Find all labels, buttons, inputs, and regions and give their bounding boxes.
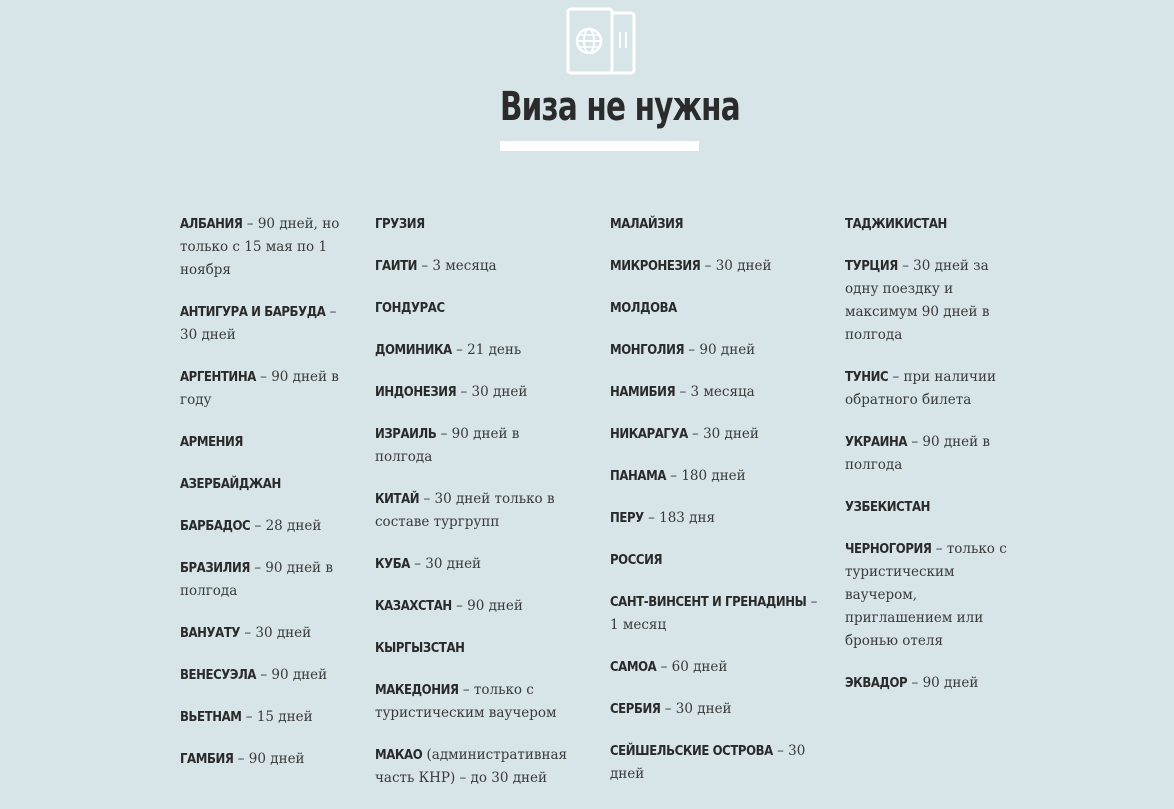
country-entry xyxy=(610,213,820,236)
stay-condition: – 90 дней xyxy=(256,667,328,683)
country-name: ВЕНЕСУЭЛА xyxy=(180,668,257,683)
country-entry xyxy=(180,664,340,687)
country-entry xyxy=(845,496,1020,519)
stay-condition: – 90 дней xyxy=(907,675,979,691)
stay-condition: – 90 дней в полгода xyxy=(180,560,333,599)
country-entry xyxy=(375,553,575,576)
country-name: САМОА xyxy=(610,660,657,675)
country-entry xyxy=(845,538,1020,653)
page-title: Виза не нужна xyxy=(500,84,740,130)
country-name: МАЛАЙЗИЯ xyxy=(610,217,684,232)
stay-condition: – 90 дней xyxy=(233,751,305,767)
stay-condition: – 60 дней xyxy=(656,659,728,675)
country-name: МОНГОЛИЯ xyxy=(610,343,685,358)
stay-condition: – 90 дней в году xyxy=(180,369,339,408)
stay-condition: – 3 месяца xyxy=(417,258,497,274)
stay-condition: – 30 дней xyxy=(456,384,528,400)
stay-condition: – при наличии обратного билета xyxy=(845,369,996,408)
country-name: БРАЗИЛИЯ xyxy=(180,561,250,576)
country-entry xyxy=(375,488,575,534)
stay-condition: (административная часть КНР) – до 30 дней xyxy=(375,747,568,786)
country-name: ЭКВАДОР xyxy=(845,676,908,691)
country-entry xyxy=(845,366,1020,412)
country-entry xyxy=(610,507,820,530)
country-entry xyxy=(610,423,820,446)
country-name: ГРУЗИЯ xyxy=(375,217,425,232)
country-name: СЕРБИЯ xyxy=(610,702,661,717)
country-entry xyxy=(375,744,575,790)
country-entry xyxy=(375,213,575,236)
stay-condition: – 1 месяц xyxy=(610,594,818,633)
country-entry xyxy=(845,255,1020,347)
passport-icon xyxy=(564,6,638,76)
country-entry xyxy=(610,549,820,572)
stay-condition: – только с туристическим ваучером, приглашением или бронью отеля xyxy=(845,541,1007,649)
stay-condition: – 90 дней, но только с 15 мая по 1 ноября xyxy=(180,216,340,278)
country-entry xyxy=(375,297,575,320)
country-name: ТУНИС xyxy=(845,370,889,385)
stay-condition: – 30 дней xyxy=(180,304,337,343)
country-name: САНТ-ВИНСЕНТ И ГРЕНАДИНЫ xyxy=(610,595,807,610)
country-name: КУБА xyxy=(375,557,410,572)
country-entry xyxy=(180,301,340,347)
country-name: ВАНУАТУ xyxy=(180,626,241,641)
country-name: МАКАО xyxy=(375,748,423,763)
country-name: ВЬЕТНАМ xyxy=(180,710,242,725)
country-entry xyxy=(180,366,340,412)
country-name: НИКАРАГУА xyxy=(610,427,688,442)
stay-condition: – 15 дней xyxy=(241,709,313,725)
stay-condition: – 30 дней xyxy=(409,556,482,572)
country-entry xyxy=(375,679,575,725)
stay-condition: – 30 дней xyxy=(240,625,312,641)
country-name: УЗБЕКИСТАН xyxy=(845,500,930,515)
country-name: УКРАИНА xyxy=(845,435,908,450)
country-entry xyxy=(610,297,820,320)
stay-condition: – 3 месяца xyxy=(675,384,755,400)
country-name: АЗЕРБАЙДЖАН xyxy=(180,477,281,492)
stay-condition: – 90 дней xyxy=(684,342,756,358)
country-name: ГАИТИ xyxy=(375,259,418,274)
country-entry xyxy=(610,698,820,721)
country-name: ГОНДУРАС xyxy=(375,301,445,316)
country-entry xyxy=(845,672,1020,695)
country-entry xyxy=(375,381,575,404)
country-entry xyxy=(375,255,575,278)
country-column-1 xyxy=(180,213,340,790)
stay-condition: – 21 день xyxy=(451,342,522,358)
country-name: АРМЕНИЯ xyxy=(180,435,244,450)
country-name: АНТИГУРА И БАРБУДА xyxy=(180,305,326,320)
country-entry xyxy=(180,431,340,454)
stay-condition: – 183 дня xyxy=(643,510,715,526)
country-entry xyxy=(375,423,575,469)
country-name: ПЕРУ xyxy=(610,511,644,526)
country-entry xyxy=(610,591,820,637)
stay-condition: – 30 дней только в составе тургрупп xyxy=(375,491,555,530)
stay-condition: – 30 дней за одну поездку и максимум 90 дней в полгода xyxy=(845,258,990,343)
stay-condition: – только с туристическим ваучером xyxy=(375,682,557,721)
country-name: КАЗАХСТАН xyxy=(375,599,452,614)
country-name: КЫРГЫЗСТАН xyxy=(375,641,465,656)
country-name: ЧЕРНОГОРИЯ xyxy=(845,542,932,557)
country-name: КИТАЙ xyxy=(375,492,420,507)
country-entry xyxy=(845,213,1020,236)
country-entry xyxy=(610,255,820,278)
country-entry xyxy=(610,656,820,679)
country-name: ТУРЦИЯ xyxy=(845,259,898,274)
country-name: ГАМБИЯ xyxy=(180,752,234,767)
country-column-4 xyxy=(845,213,1020,714)
country-name: ДОМИНИКА xyxy=(375,343,452,358)
country-name: ПАНАМА xyxy=(610,469,666,484)
country-name: МОЛДОВА xyxy=(610,301,677,316)
country-name: РОССИЯ xyxy=(610,553,663,568)
country-name: БАРБАДОС xyxy=(180,519,251,534)
country-entry xyxy=(610,740,820,786)
country-name: ИНДОНЕЗИЯ xyxy=(375,385,457,400)
country-entry xyxy=(610,339,820,362)
country-name: МАКЕДОНИЯ xyxy=(375,683,459,698)
country-name: СЕЙШЕЛЬСКИЕ ОСТРОВА xyxy=(610,744,773,759)
country-column-2 xyxy=(375,213,575,809)
stay-condition: – 90 дней xyxy=(451,598,523,614)
country-entry xyxy=(180,213,340,282)
stay-condition: – 90 дней в полгода xyxy=(375,426,520,465)
country-entry xyxy=(180,748,340,771)
country-entry xyxy=(845,431,1020,477)
country-name: ТАДЖИКИСТАН xyxy=(845,217,947,232)
stay-condition: – 30 дней xyxy=(660,701,732,717)
country-entry xyxy=(180,706,340,729)
country-entry xyxy=(610,381,820,404)
country-name: НАМИБИЯ xyxy=(610,385,676,400)
country-entry xyxy=(180,515,340,538)
stay-condition: – 28 дней xyxy=(250,518,322,534)
title-underline xyxy=(500,141,699,151)
country-entry xyxy=(180,557,340,603)
stay-condition: – 30 дней xyxy=(687,426,759,442)
stay-condition: – 30 дней xyxy=(610,743,806,782)
stay-condition: – 180 дней xyxy=(665,468,746,484)
stay-condition: – 30 дней xyxy=(700,258,772,274)
country-entry xyxy=(375,637,575,660)
stay-condition: – 90 дней в полгода xyxy=(845,434,991,473)
country-entry xyxy=(180,473,340,496)
country-entry xyxy=(180,622,340,645)
country-entry xyxy=(610,465,820,488)
country-name: ИЗРАИЛЬ xyxy=(375,427,437,442)
country-column-3 xyxy=(610,213,820,805)
country-name: АРГЕНТИНА xyxy=(180,370,256,385)
country-entry xyxy=(375,595,575,618)
country-name: АЛБАНИЯ xyxy=(180,217,243,232)
country-name: МИКРОНЕЗИЯ xyxy=(610,259,701,274)
country-entry xyxy=(375,339,575,362)
